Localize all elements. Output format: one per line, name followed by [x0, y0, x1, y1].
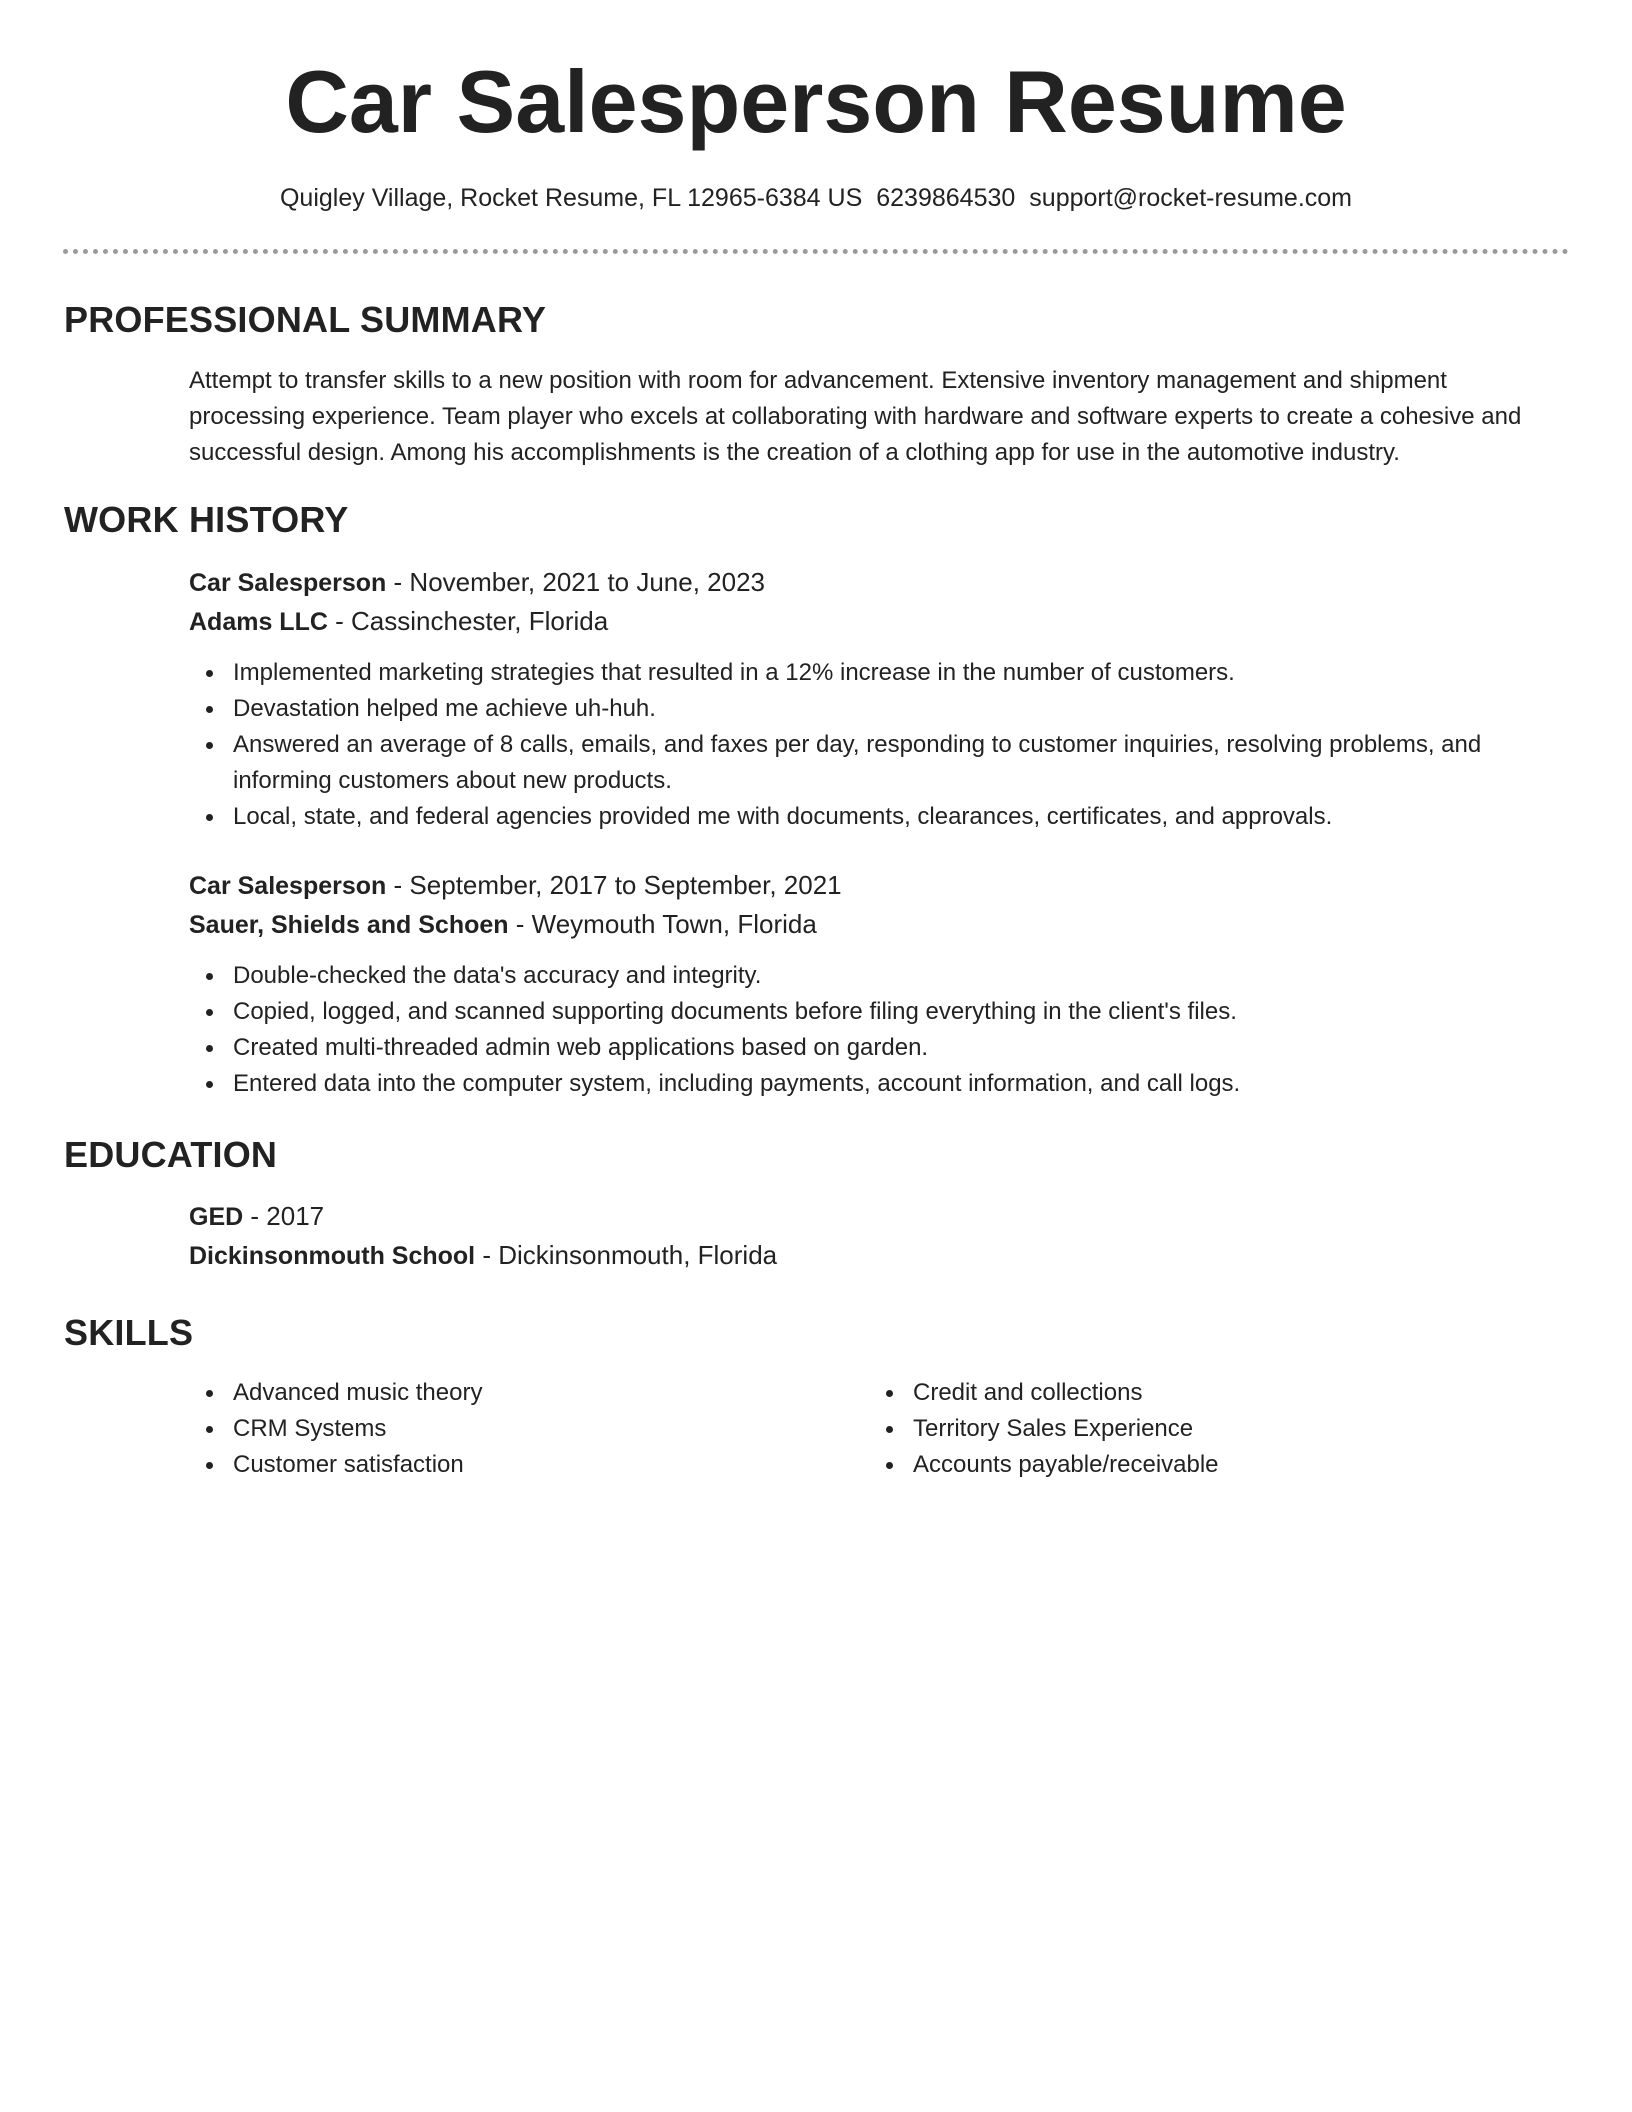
- school-location: - Dickinsonmouth, Florida: [475, 1240, 778, 1270]
- list-item: Accounts payable/receivable: [869, 1447, 1469, 1483]
- contact-email: support@rocket-resume.com: [1029, 184, 1353, 212]
- list-item: Credit and collections: [869, 1375, 1469, 1411]
- job-bullets: [189, 958, 1529, 1102]
- summary-section: [189, 363, 1529, 471]
- list-item: Answered an average of 8 calls, emails, and faxes per day, responding to customer inquiries, resolving problems, and informing customers about new products.: [189, 727, 1529, 799]
- list-item: Advanced music theory: [189, 1375, 789, 1411]
- school-name: Dickinsonmouth School: [189, 1242, 476, 1270]
- contact-info: [0, 180, 1632, 216]
- education-entry: [189, 1197, 1529, 1275]
- list-item: Devastation helped me achieve uh-huh.: [189, 691, 1529, 727]
- skills-list: [869, 1375, 1469, 1483]
- job-title-line: [189, 563, 1529, 602]
- education-heading: EDUCATION: [64, 1134, 278, 1175]
- skills-list: [189, 1375, 789, 1483]
- list-item: Double-checked the data's accuracy and integrity.: [189, 958, 1529, 994]
- contact-address: Quigley Village, Rocket Resume, FL 12965-6384 US: [279, 184, 863, 212]
- job-entry-2: [189, 866, 1529, 1102]
- job-location: - Cassinchester, Florida: [327, 606, 609, 636]
- skills-heading: SKILLS: [64, 1312, 194, 1353]
- job-entry-1: [189, 563, 1529, 835]
- job-title: Car Salesperson: [189, 569, 387, 597]
- degree: GED: [189, 1203, 244, 1231]
- summary-text: Attempt to transfer skills to a new position with room for advancement. Extensive inventory management and shipment processing experience. Team player who excels at collaborating with hardware and software experts to create a cohesive and successful design. Among his accomplishments is the creation of a clothing app for use in the automotive industry.: [189, 367, 1522, 466]
- list-item: Customer satisfaction: [189, 1447, 789, 1483]
- work-history-heading: WORK HISTORY: [64, 499, 349, 540]
- job-bullets: [189, 655, 1529, 835]
- list-item: Territory Sales Experience: [869, 1411, 1469, 1447]
- contact-phone: 6239864530: [876, 184, 1016, 212]
- job-title: Car Salesperson: [189, 872, 387, 900]
- list-item: Local, state, and federal agencies provided me with documents, clearances, certificates, and approvals.: [189, 799, 1529, 835]
- degree-line: [189, 1197, 1529, 1236]
- job-dates: - November, 2021 to June, 2023: [386, 567, 766, 597]
- list-item: Entered data into the computer system, including payments, account information, and call logs.: [189, 1066, 1529, 1102]
- degree-year: - 2017: [243, 1201, 325, 1231]
- summary-heading: PROFESSIONAL SUMMARY: [64, 299, 547, 340]
- job-title-line: [189, 866, 1529, 905]
- job-company: Adams LLC: [189, 608, 328, 636]
- list-item: Copied, logged, and scanned supporting documents before filing everything in the client's files.: [189, 994, 1529, 1030]
- list-item: Created multi-threaded admin web applications based on garden.: [189, 1030, 1529, 1066]
- list-item: Implemented marketing strategies that resulted in a 12% increase in the number of customers.: [189, 655, 1529, 691]
- page-title: Car Salesperson Resume: [285, 52, 1347, 151]
- job-company: Sauer, Shields and Schoen: [189, 911, 509, 939]
- job-location: - Weymouth Town, Florida: [508, 909, 817, 939]
- skills-column-right: [869, 1375, 1469, 1483]
- list-item: CRM Systems: [189, 1411, 789, 1447]
- school-line: [189, 1236, 1529, 1275]
- job-company-line: [189, 905, 1529, 944]
- skills-column-left: [189, 1375, 789, 1483]
- job-dates: - September, 2017 to September, 2021: [386, 870, 842, 900]
- header-divider: [63, 249, 1569, 254]
- job-company-line: [189, 602, 1529, 641]
